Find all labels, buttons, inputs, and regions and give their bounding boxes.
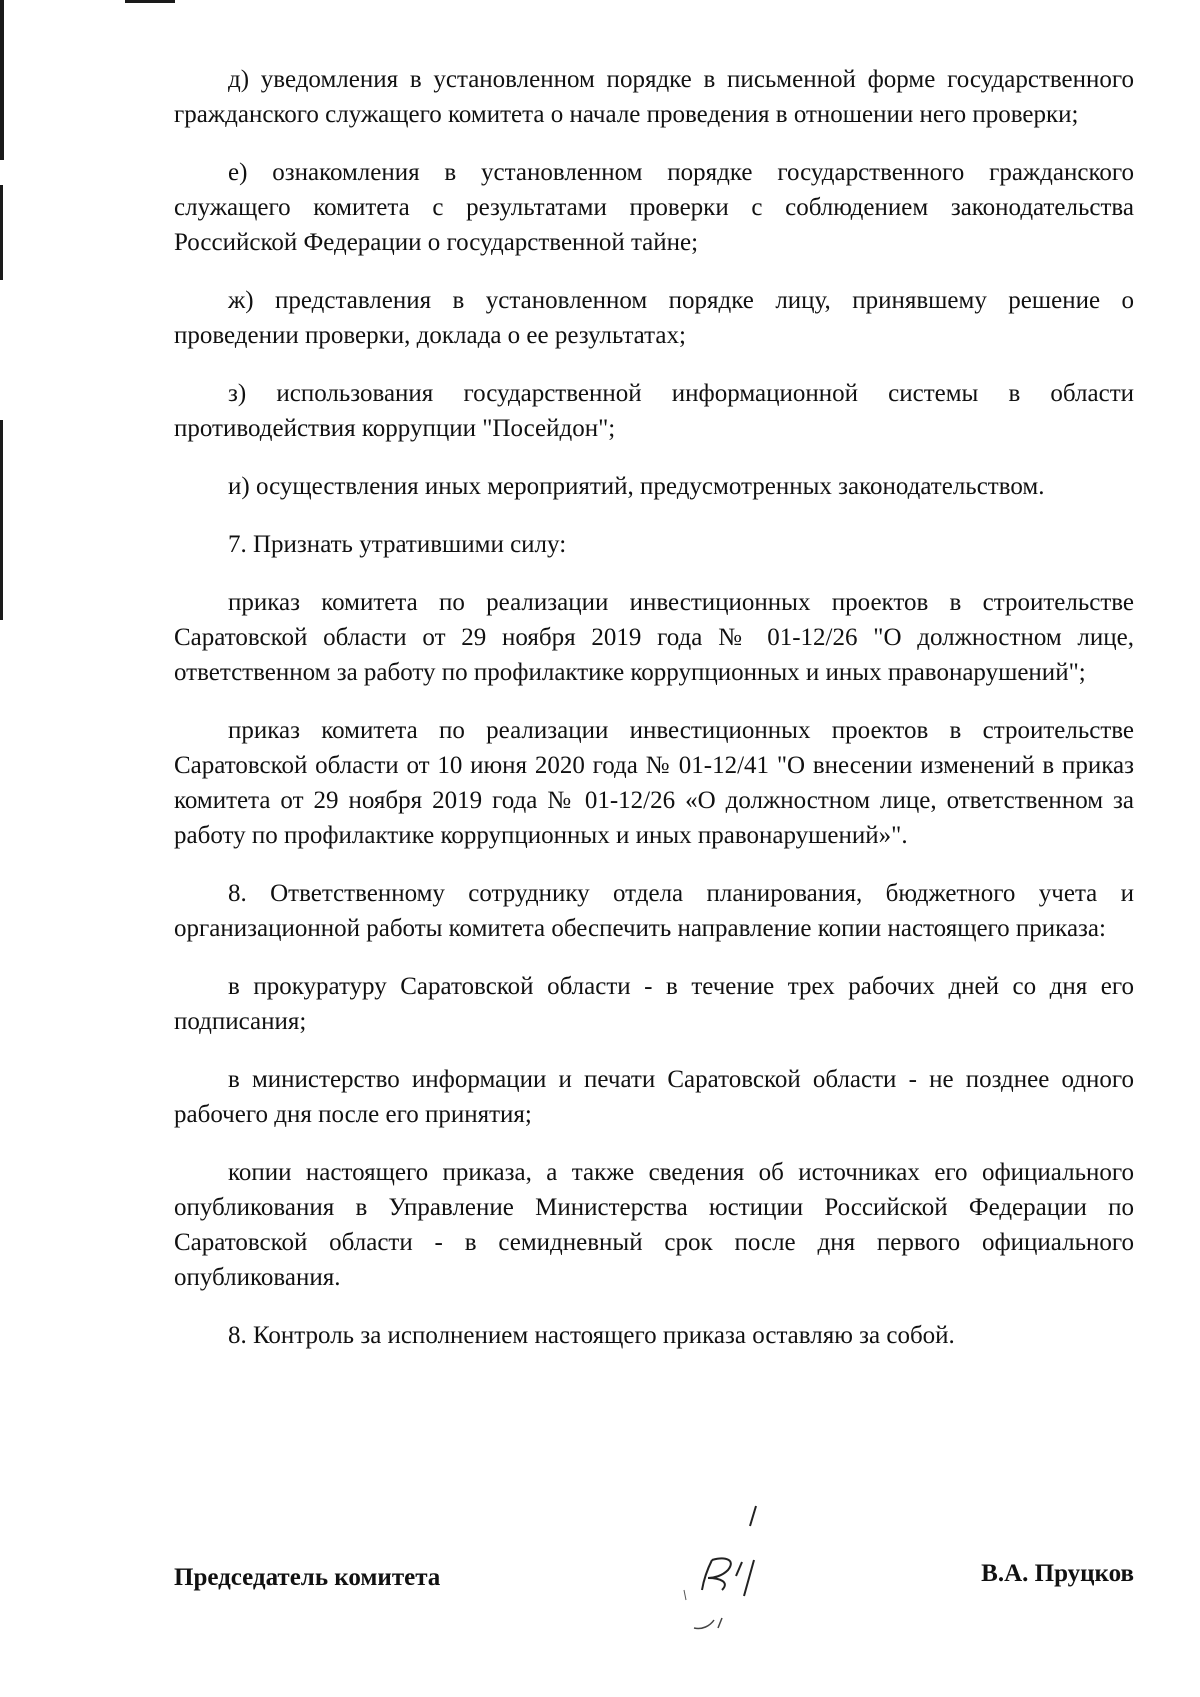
paragraph-z: з) использования государственной информационной системы в области противодействия коррупции "Посейдон"; (174, 380, 1134, 442)
scan-edge-mark-middle (0, 185, 3, 280)
paragraph-justice: копии настоящего приказа, а также сведения об источниках его официального опубликования в Управление Министерства юстиции Российской Федерации по Саратовской области - в семидневный срок после дня первого официального опубликования. (174, 1159, 1134, 1291)
paragraph-zh: ж) представления в установленном порядке лицу, принявшему решение о проведении проверки, доклада о ее результатах; (174, 287, 1134, 349)
paragraph-e: е) ознакомления в установленном порядке государственного гражданского служащего комитета с результатами проверки с соблюдением законодательства Российской Федерации о государственной тайне; (174, 159, 1134, 256)
paragraph-repeal-2: приказ комитета по реализации инвестиционных проектов в строительстве Саратовской области от 10 июня 2020 года № 01-12/41 "О внесении изменений в приказ комитета от 29 ноября 2019 года № 01-12/26 «О должностном лице, ответственном за работу по профилактике коррупционных и иных правонарушений»". (174, 717, 1134, 849)
paragraph-control: 8. Контроль за исполнением настоящего приказа оставляю за собой. (228, 1322, 955, 1349)
signatory-title: Председатель комитета (174, 1564, 441, 1591)
scan-top-mark (125, 0, 175, 3)
signatory-name: В.А. Пруцков (981, 1560, 1134, 1587)
paragraph-repeal-1: приказ комитета по реализации инвестиционных проектов в строительстве Саратовской области от 29 ноября 2019 года № 01-12/26 "О должностном лице, ответственном за работу по профилактике коррупционных и иных правонарушений"; (174, 589, 1134, 686)
paragraph-i: и) осуществления иных мероприятий, предусмотренных законодательством. (228, 473, 1045, 500)
paragraph-7: 7. Признать утратившими силу: (228, 531, 567, 558)
paragraph-ministry: в министерство информации и печати Саратовской области - не позднее одного рабочего дня после его принятия; (174, 1066, 1134, 1128)
paragraph-d: д) уведомления в установленном порядке в письменной форме государственного гражданского служащего комитета о начале проведения в отношении него проверки; (174, 66, 1134, 128)
scan-edge-mark-lower (0, 420, 3, 620)
paragraph-8: 8. Ответственному сотруднику отдела планирования, бюджетного учета и организационной работы комитета обеспечить направление копии настоящего приказа: (174, 880, 1134, 942)
scan-edge-mark-top (0, 0, 4, 160)
handwritten-signature (644, 1500, 824, 1650)
paragraph-prosecutor: в прокуратуру Саратовской области - в течение трех рабочих дней со дня его подписания; (174, 973, 1134, 1035)
signature-block (174, 1560, 1134, 1680)
document-page (174, 62, 1134, 1376)
